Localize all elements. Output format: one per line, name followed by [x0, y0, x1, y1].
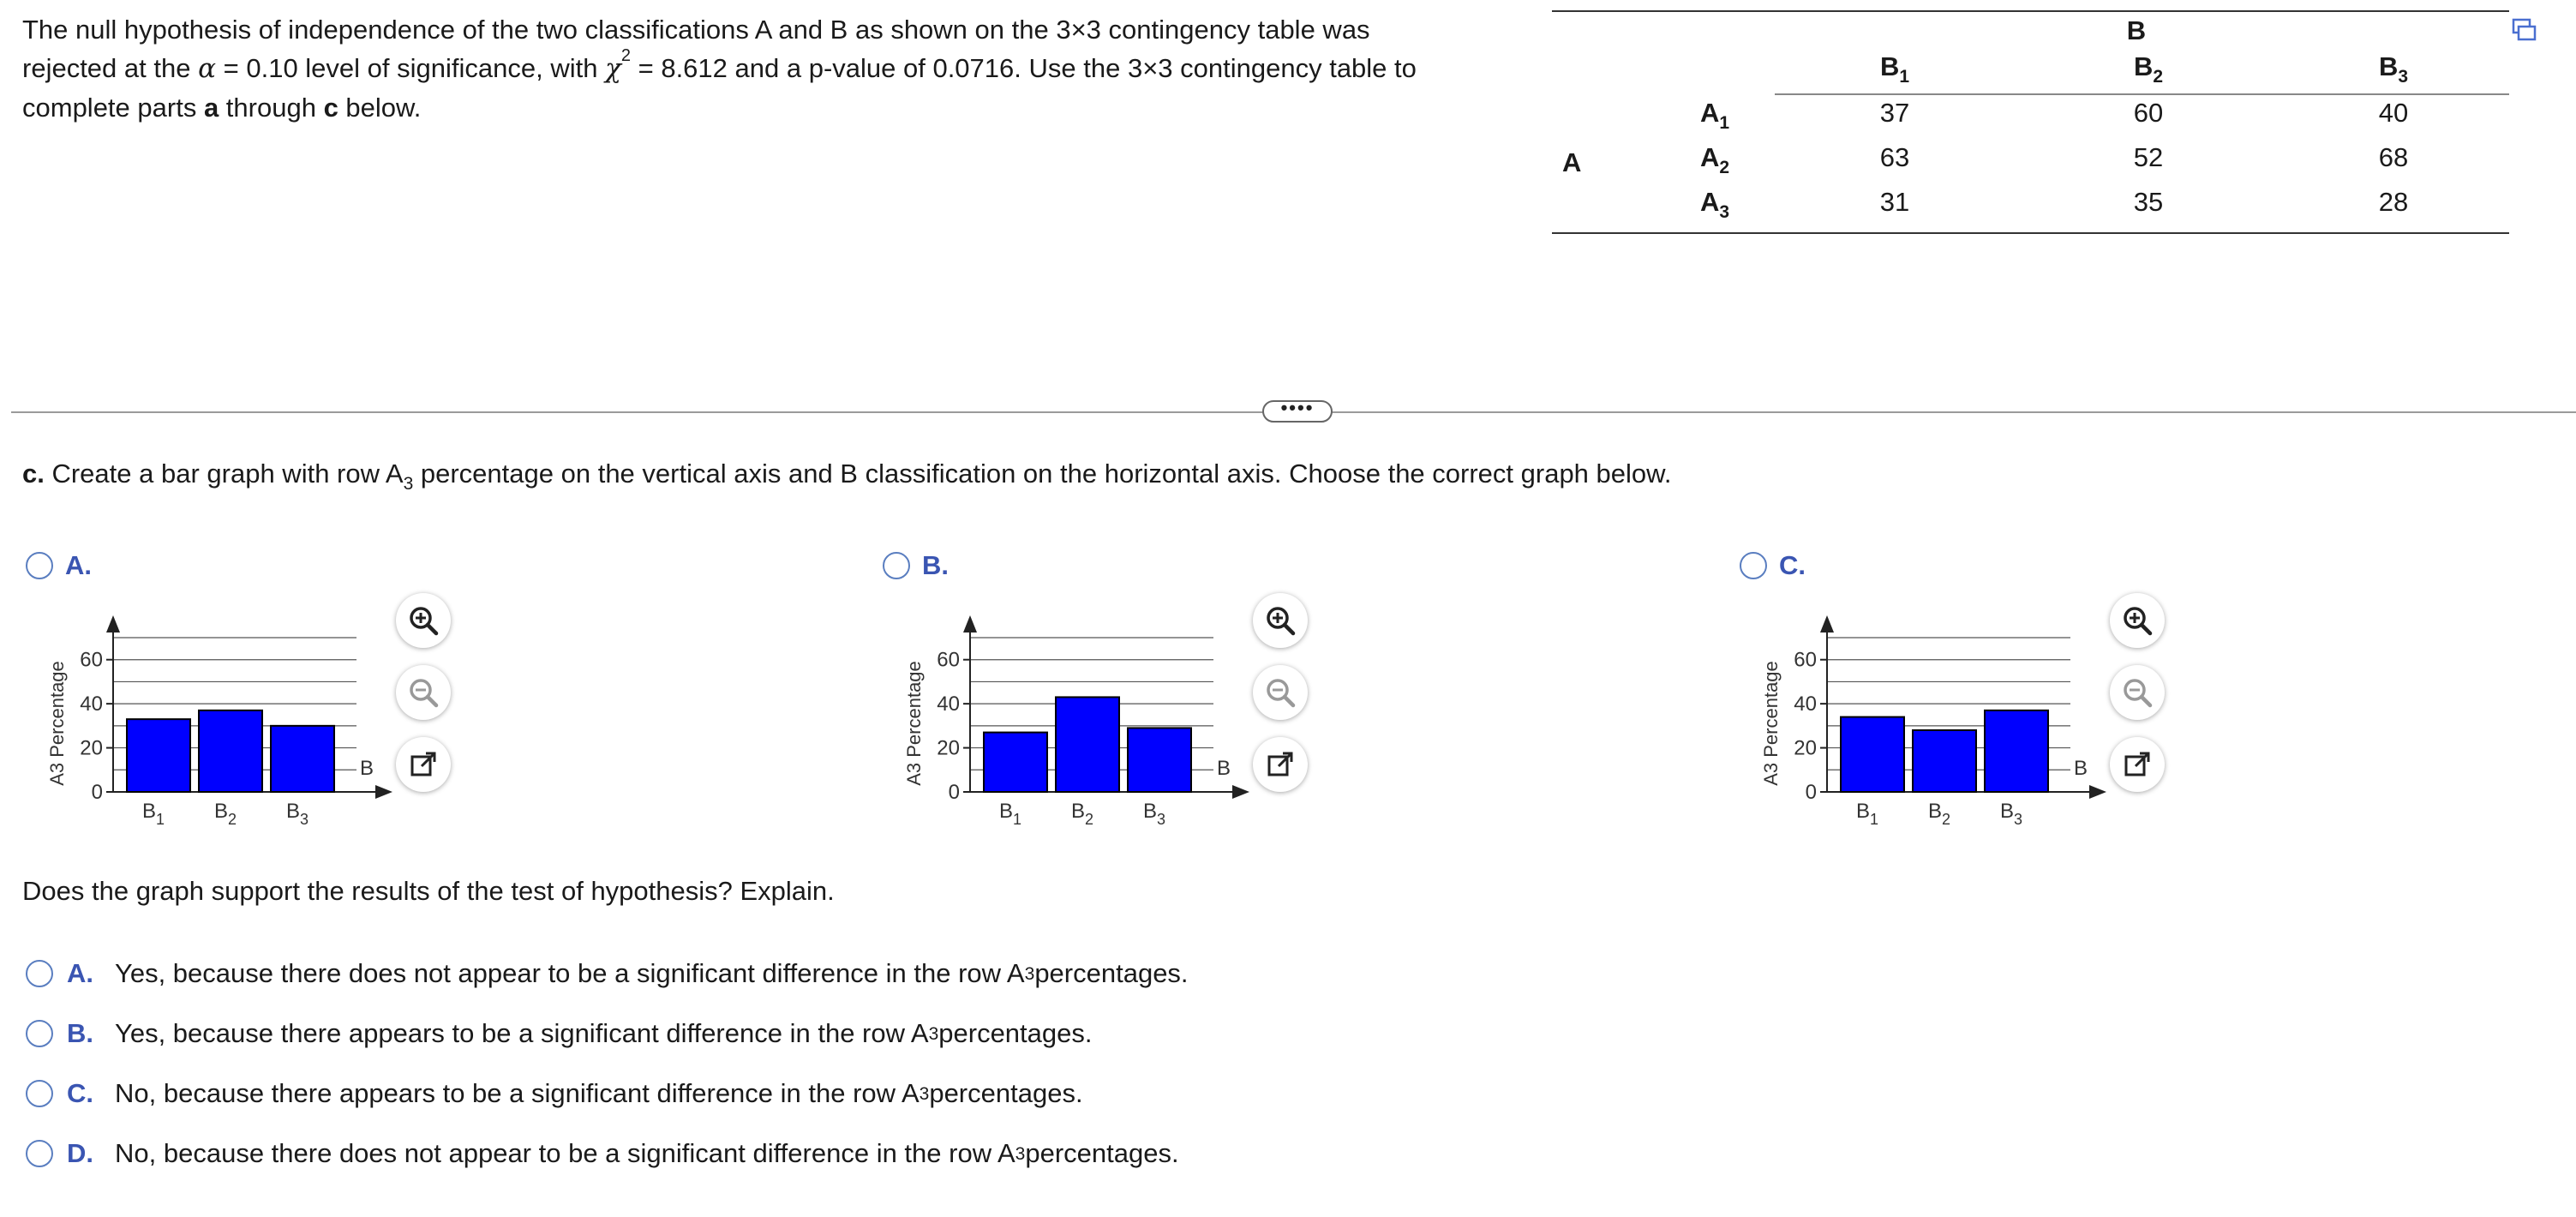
contingency-table: [1552, 10, 2509, 234]
x-tick-label: $B_3$: [1999, 800, 2023, 828]
x-axis-arrow: [2089, 785, 2106, 799]
table-cell: 63: [1879, 142, 1910, 172]
part-c-prompt: [22, 459, 1671, 493]
alpha-symbol: α: [198, 53, 217, 84]
zoom-in-icon: [406, 603, 440, 638]
answer-text: No, because there does not appear to be a significant difference in the row A: [115, 1138, 1015, 1168]
x-axis-label: B: [2073, 757, 2088, 780]
bar-chart-c: [1757, 597, 2151, 854]
answer-text: Yes, because there appears to be a significant difference in the row A: [115, 1018, 929, 1048]
y-axis-arrow: [1820, 615, 1834, 632]
y-tick-label: 60: [80, 648, 103, 672]
row-header-a2: $A_2$: [1699, 142, 1730, 177]
intro-text: = 0.10 level of significance, with: [216, 53, 606, 83]
answer-text: No, because there appears to be a significant difference in the row A: [115, 1078, 920, 1108]
y-tick-label: 20: [1794, 736, 1817, 760]
x-axis-arrow: [1232, 785, 1249, 799]
option-letter: C.: [1779, 550, 1806, 580]
row-header-a3: $A_3$: [1699, 187, 1730, 222]
bar: [199, 710, 262, 792]
answer-option-b[interactable]: [26, 1018, 1093, 1049]
intro-text: below.: [338, 93, 422, 123]
intro-line-2: [22, 46, 1522, 88]
intro-text: complete parts: [22, 93, 204, 123]
y-tick-label: 60: [1794, 648, 1817, 672]
answer-option-d[interactable]: [26, 1138, 1179, 1169]
prompt-text: percentage on the vertical axis and B classification on the horizontal axis. Choose the correct graph below.: [413, 459, 1672, 489]
bar: [127, 719, 190, 792]
answer-subscript: 3: [1024, 963, 1035, 984]
table-header-rule: [1775, 93, 2509, 95]
option-letter: B.: [67, 1018, 93, 1048]
col-header-b1: $B_1$: [1879, 51, 1910, 87]
zoom-in-button[interactable]: [1253, 593, 1308, 648]
table-cell: 28: [2378, 187, 2409, 217]
radio-button[interactable]: [26, 1020, 53, 1047]
bar: [984, 733, 1047, 792]
radio-button[interactable]: [26, 960, 53, 987]
zoom-in-icon: [2120, 603, 2154, 638]
y-axis-label: A3 Percentage: [1760, 661, 1782, 786]
radio-button[interactable]: [26, 1080, 53, 1107]
table-cell: 37: [1879, 98, 1910, 128]
x-tick-label: $B_1$: [998, 800, 1022, 828]
bar: [1985, 710, 2048, 792]
table-cell: 40: [2378, 98, 2409, 128]
answer-subscript: 3: [1015, 1143, 1026, 1164]
option-letter: A.: [65, 550, 92, 580]
y-axis-label: A3 Percentage: [46, 661, 68, 786]
part-c-label: c: [323, 93, 338, 123]
popout-button[interactable]: [1253, 737, 1308, 792]
y-tick-label: 60: [937, 648, 960, 672]
graph-option-a[interactable]: [26, 550, 92, 581]
table-cell: 31: [1879, 187, 1910, 217]
y-axis-arrow: [963, 615, 977, 632]
y-axis-arrow: [106, 615, 120, 632]
answer-text: percentages.: [1025, 1138, 1179, 1168]
x-tick-label: $B_2$: [213, 800, 237, 828]
bar: [1913, 730, 1976, 792]
bar-chart-a: [43, 597, 437, 854]
answer-option-c[interactable]: [26, 1078, 1083, 1109]
chi-symbol: χ: [605, 53, 621, 84]
x-axis-label: B: [1216, 757, 1231, 780]
table-cell: 60: [2133, 98, 2164, 128]
zoom-out-icon: [406, 675, 440, 710]
intro-text: rejected at the: [22, 53, 199, 83]
zoom-in-icon: [1263, 603, 1297, 638]
popout-icon: [2122, 749, 2153, 780]
row-group-label: A: [1562, 147, 1582, 177]
graph-option-c[interactable]: [1740, 550, 1806, 581]
col-group-label: B: [2126, 15, 2147, 45]
answer-text: percentages.: [1034, 958, 1189, 988]
popout-icon: [408, 749, 439, 780]
part-a-label: a: [203, 93, 219, 123]
table-cell: 52: [2133, 142, 2164, 172]
x-tick-label: $B_2$: [1070, 800, 1094, 828]
intro-text: through: [219, 93, 324, 123]
radio-button[interactable]: [1740, 552, 1767, 579]
prompt-text: Create a bar graph with row A: [44, 459, 404, 489]
answer-option-a[interactable]: [26, 958, 1189, 989]
popout-button[interactable]: [2110, 737, 2165, 792]
y-tick-label: 40: [1794, 692, 1817, 716]
zoom-out-icon: [1263, 675, 1297, 710]
zoom-in-button[interactable]: [2110, 593, 2165, 648]
bar: [1128, 728, 1191, 792]
bar-chart-b: [900, 597, 1294, 854]
zoom-out-button[interactable]: [2110, 665, 2165, 720]
expand-collapse-button[interactable]: ••••: [1262, 400, 1333, 423]
y-tick-label: 20: [937, 736, 960, 760]
popout-button[interactable]: [396, 737, 451, 792]
table-cell: 68: [2378, 142, 2409, 172]
bar: [271, 726, 334, 792]
graph-option-b[interactable]: [883, 550, 949, 581]
y-tick-label: 20: [80, 736, 103, 760]
popout-icon: [1265, 749, 1296, 780]
intro-line-3: [22, 88, 1522, 127]
radio-button[interactable]: [26, 552, 53, 579]
prompt-subscript: 3: [403, 474, 414, 494]
x-tick-label: $B_2$: [1927, 800, 1951, 828]
zoom-in-button[interactable]: [396, 593, 451, 648]
answer-subscript: 3: [919, 1083, 930, 1104]
problem-statement: [22, 10, 1522, 127]
zoom-out-button[interactable]: [396, 665, 451, 720]
option-letter: B.: [922, 550, 949, 580]
y-tick-label: 40: [80, 692, 103, 716]
row-header-a1: $A_1$: [1699, 98, 1730, 133]
radio-button[interactable]: [883, 552, 910, 579]
col-header-b3: $B_3$: [2378, 51, 2409, 87]
y-axis-label: A3 Percentage: [903, 661, 925, 786]
zoom-out-icon: [2120, 675, 2154, 710]
table-cell: 35: [2133, 187, 2164, 217]
x-axis-label: B: [359, 757, 374, 780]
part-c-label: c.: [22, 459, 45, 489]
intro-text: = 8.612 and a p-value of 0.0716. Use the 3×3 contingency table to: [631, 53, 1417, 83]
x-tick-label: $B_3$: [285, 800, 309, 828]
answer-subscript: 3: [928, 1023, 939, 1044]
answer-text: percentages.: [929, 1078, 1083, 1108]
x-tick-label: $B_3$: [1142, 800, 1166, 828]
option-letter: C.: [67, 1078, 93, 1108]
answer-text: percentages.: [938, 1018, 1093, 1048]
answer-text: Yes, because there does not appear to be a significant difference in the row A: [115, 958, 1025, 988]
x-tick-label: $B_1$: [1855, 800, 1879, 828]
question-text: Does the graph support the results of the test of hypothesis? Explain.: [22, 876, 835, 906]
chi-superscript: 2: [620, 46, 631, 65]
option-letter: A.: [67, 958, 93, 988]
y-tick-label: 0: [91, 781, 103, 804]
zoom-out-button[interactable]: [1253, 665, 1308, 720]
y-tick-label: 0: [948, 781, 960, 804]
radio-button[interactable]: [26, 1140, 53, 1167]
intro-line-1: The null hypothesis of independence of the two classifications A and B as shown on the 3×3 contingency table was: [22, 15, 1370, 45]
y-tick-label: 0: [1805, 781, 1817, 804]
y-tick-label: 40: [937, 692, 960, 716]
x-tick-label: $B_1$: [141, 800, 165, 828]
bar: [1841, 717, 1904, 792]
x-axis-arrow: [375, 785, 392, 799]
bar: [1056, 697, 1119, 792]
copy-table-icon[interactable]: [2511, 17, 2537, 43]
col-header-b2: $B_2$: [2133, 51, 2164, 87]
option-letter: D.: [67, 1138, 93, 1168]
